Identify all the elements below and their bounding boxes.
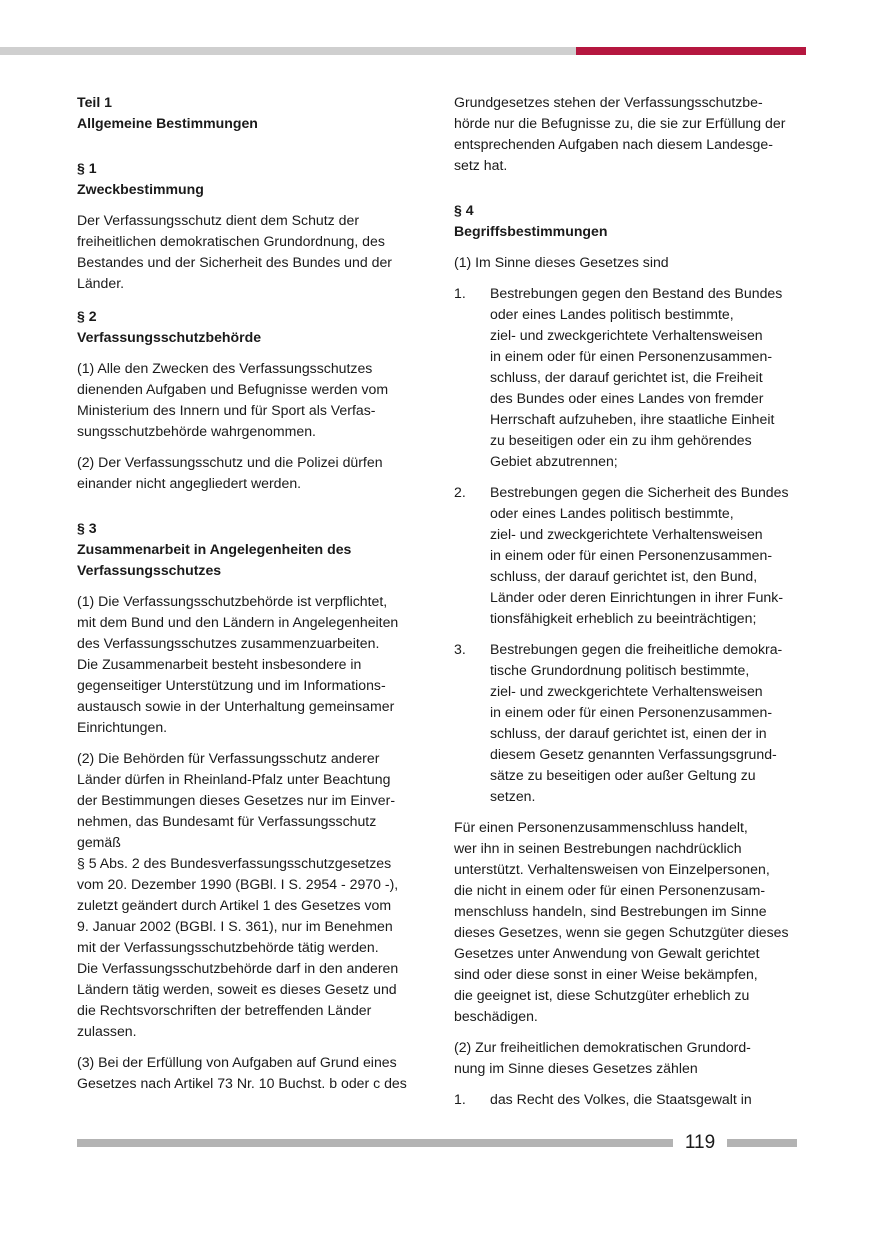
- text-line: Die Zusammenarbeit besteht insbesondere in: [77, 656, 362, 672]
- text-line: hörde nur die Befugnisse zu, die sie zur Erfüllung der: [454, 115, 786, 131]
- text-line: Einrichtungen.: [77, 719, 168, 735]
- section-3-title-line: Verfassungsschutzes: [77, 562, 222, 578]
- text-line: sungsschutzbehörde wahrgenommen.: [77, 423, 316, 439]
- text-line: die nicht in einem oder für einen Personenzusam-: [454, 882, 766, 898]
- section-2-paragraph-2: [77, 452, 421, 494]
- text-line: sind oder diese sonst in einer Weise bekämpfen,: [454, 966, 758, 982]
- text-line: Für einen Personenzusammenschluss handelt,: [454, 819, 748, 835]
- text-line: wer ihn in seinen Bestrebungen nachdrücklich: [454, 840, 742, 856]
- section-3-paragraph-3: [77, 1052, 421, 1094]
- section-4-paragraph-2: [454, 1037, 798, 1079]
- text-line: zuletzt geändert durch Artikel 1 des Gesetzes vom: [77, 897, 392, 913]
- text-line: Gesetzes unter Anwendung von Gewalt gerichtet: [454, 945, 760, 961]
- header-bar-gray: [0, 47, 576, 55]
- text-line: zu beseitigen oder ein zu ihm gehörendes: [490, 432, 752, 448]
- text-line: (2) Die Behörden für Verfassungsschutz anderer: [77, 750, 380, 766]
- text-line: ziel- und zweckgerichtete Verhaltensweisen: [490, 327, 763, 343]
- text-line: (1) Alle den Zwecken des Verfassungsschutzes: [77, 360, 373, 376]
- section-1-text: [77, 210, 421, 294]
- footer-bar-right: [727, 1139, 797, 1147]
- text-line: die geeignet ist, diese Schutzgüter erheblich zu: [454, 987, 750, 1003]
- text-line: oder eines Landes politisch bestimmte,: [490, 505, 734, 521]
- list-item: [454, 482, 798, 629]
- text-line: Ländern tätig werden, soweit es dieses Gesetz und: [77, 981, 397, 997]
- text-line: setz hat.: [454, 157, 508, 173]
- text-line: in einem oder für einen Personenzusammen-: [490, 547, 773, 563]
- text-line: 9. Januar 2002 (BGBl. I S. 361), nur im Benehmen: [77, 918, 393, 934]
- text-line: Länder oder deren Einrichtungen in ihrer Funk-: [490, 589, 784, 605]
- text-line: Bestrebungen gegen den Bestand des Bundes: [490, 285, 783, 301]
- list-item-number: 2.: [454, 484, 466, 500]
- section-4-title: Begriffsbestimmungen: [454, 223, 608, 239]
- right-column: [454, 92, 798, 1110]
- definition-list: [454, 283, 798, 807]
- section-1-number: § 1: [77, 160, 97, 176]
- text-line: vom 20. Dezember 1990 (BGBl. I S. 2954 - 2970 -),: [77, 876, 399, 892]
- list-item-text: [490, 482, 798, 629]
- text-line: Der Verfassungsschutz dient dem Schutz der: [77, 212, 360, 228]
- section-3-paragraph-1: [77, 591, 421, 738]
- section-4-after-list: [454, 817, 798, 1027]
- section-2-paragraph-1: [77, 358, 421, 442]
- text-line: (2) Zur freiheitlichen demokratischen Grundord-: [454, 1039, 751, 1055]
- text-line: (2) Der Verfassungsschutz und die Polizei dürfen: [77, 454, 383, 470]
- text-line: Ministerium des Innern und für Sport als Verfas-: [77, 402, 376, 418]
- text-line: menschluss handeln, sind Bestrebungen im Sinne: [454, 903, 767, 919]
- page-number: 119: [684, 1132, 716, 1153]
- text-line: in einem oder für einen Personenzusammen-: [490, 704, 773, 720]
- text-line: (1) Die Verfassungsschutzbehörde ist verpflichtet,: [77, 593, 388, 609]
- text-line: schluss, der darauf gerichtet ist, den Bund,: [490, 568, 758, 584]
- section-4-number: § 4: [454, 202, 474, 218]
- text-line: Länder dürfen in Rheinland-Pfalz unter Beachtung: [77, 771, 391, 787]
- text-line: sätze zu beseitigen oder außer Geltung zu: [490, 767, 756, 783]
- text-line: diesem Gesetz genannten Verfassungsgrund-: [490, 746, 777, 762]
- list-item-text: [490, 283, 798, 472]
- text-line: freiheitlichen demokratischen Grundordnung, des: [77, 233, 385, 249]
- part-heading: Teil 1: [77, 94, 112, 110]
- text-line: Gesetzes nach Artikel 73 Nr. 10 Buchst. b oder c des: [77, 1075, 407, 1091]
- list-item-number: 3.: [454, 641, 466, 657]
- text-line: oder eines Landes politisch bestimmte,: [490, 306, 734, 322]
- text-line: (3) Bei der Erfüllung von Aufgaben auf Grund eines: [77, 1054, 397, 1070]
- text-line: in einem oder für einen Personenzusammen-: [490, 348, 773, 364]
- text-line: Bestrebungen gegen die freiheitliche demokra-: [490, 641, 783, 657]
- text-line: gemäß: [77, 834, 121, 850]
- text-line: mit der Verfassungsschutzbehörde tätig werden.: [77, 939, 379, 955]
- section-3-title-line: Zusammenarbeit in Angelegenheiten des: [77, 541, 352, 557]
- text-line: dieses Gesetzes, wenn sie gegen Schutzgüter dieses: [454, 924, 789, 940]
- footer-bar-left: [77, 1139, 673, 1147]
- part-title: Allgemeine Bestimmungen: [77, 115, 258, 131]
- text-line: schluss, der darauf gerichtet ist, einen der in: [490, 725, 767, 741]
- text-line: entsprechenden Aufgaben nach diesem Landesge-: [454, 136, 773, 152]
- text-line: austausch sowie in der Unterhaltung gemeinsamer: [77, 698, 395, 714]
- text-line: die Rechtsvorschriften der betreffenden Länder: [77, 1002, 372, 1018]
- section-3-paragraph-3-continued: [454, 92, 798, 176]
- header-bar-red: [576, 47, 806, 55]
- text-line: setzen.: [490, 788, 536, 804]
- text-line: ziel- und zweckgerichtete Verhaltensweisen: [490, 526, 763, 542]
- text-line: ziel- und zweckgerichtete Verhaltensweisen: [490, 683, 763, 699]
- section-2-title: Verfassungsschutzbehörde: [77, 329, 262, 345]
- text-line: § 5 Abs. 2 des Bundesverfassungsschutzgesetzes: [77, 855, 392, 871]
- list-item: [454, 1089, 798, 1110]
- text-line: Länder.: [77, 275, 125, 291]
- text-line: Herrschaft aufzuheben, ihre staatliche Einheit: [490, 411, 775, 427]
- text-line: Bestrebungen gegen die Sicherheit des Bundes: [490, 484, 789, 500]
- text-line: das Recht des Volkes, die Staatsgewalt in: [490, 1091, 752, 1107]
- text-line: Gebiet abzutrennen;: [490, 453, 618, 469]
- section-1-title: Zweckbestimmung: [77, 181, 204, 197]
- list-item-text: [490, 1089, 798, 1110]
- text-line: beschädigen.: [454, 1008, 538, 1024]
- text-line: nung im Sinne dieses Gesetzes zählen: [454, 1060, 698, 1076]
- section-3-paragraph-2: [77, 748, 421, 1042]
- text-line: nehmen, das Bundesamt für Verfassungsschutz: [77, 813, 377, 829]
- section-3-number: § 3: [77, 520, 97, 536]
- list-item: [454, 639, 798, 807]
- text-line: einander nicht angegliedert werden.: [77, 475, 302, 491]
- list-item-number: 1.: [454, 1091, 466, 1107]
- text-line: mit dem Bund und den Ländern in Angelegenheiten: [77, 614, 399, 630]
- text-line: Grundgesetzes stehen der Verfassungsschutzbe-: [454, 94, 763, 110]
- text-line: unterstützt. Verhaltensweisen von Einzelpersonen,: [454, 861, 770, 877]
- text-line: gegenseitiger Unterstützung und im Informations-: [77, 677, 386, 693]
- list-item: [454, 283, 798, 472]
- text-line: schluss, der darauf gerichtet ist, die Freiheit: [490, 369, 763, 385]
- text-line: dienenden Aufgaben und Befugnisse werden vom: [77, 381, 389, 397]
- text-line: des Bundes oder eines Landes von fremder: [490, 390, 764, 406]
- text-line: tionsfähigkeit erheblich zu beeinträchtigen;: [490, 610, 757, 626]
- text-line: Bestandes und der Sicherheit des Bundes und der: [77, 254, 392, 270]
- list-item-number: 1.: [454, 285, 466, 301]
- text-line: Die Verfassungsschutzbehörde darf in den anderen: [77, 960, 399, 976]
- section-4-paragraph-1: (1) Im Sinne dieses Gesetzes sind: [454, 254, 669, 270]
- left-column: [77, 92, 421, 1094]
- text-line: zulassen.: [77, 1023, 137, 1039]
- text-line: der Bestimmungen dieses Gesetzes nur im Einver-: [77, 792, 396, 808]
- text-line: des Verfassungsschutzes zusammenzuarbeiten.: [77, 635, 380, 651]
- section-2-number: § 2: [77, 308, 97, 324]
- text-line: tische Grundordnung politisch bestimmte,: [490, 662, 750, 678]
- list-item-text: [490, 639, 798, 807]
